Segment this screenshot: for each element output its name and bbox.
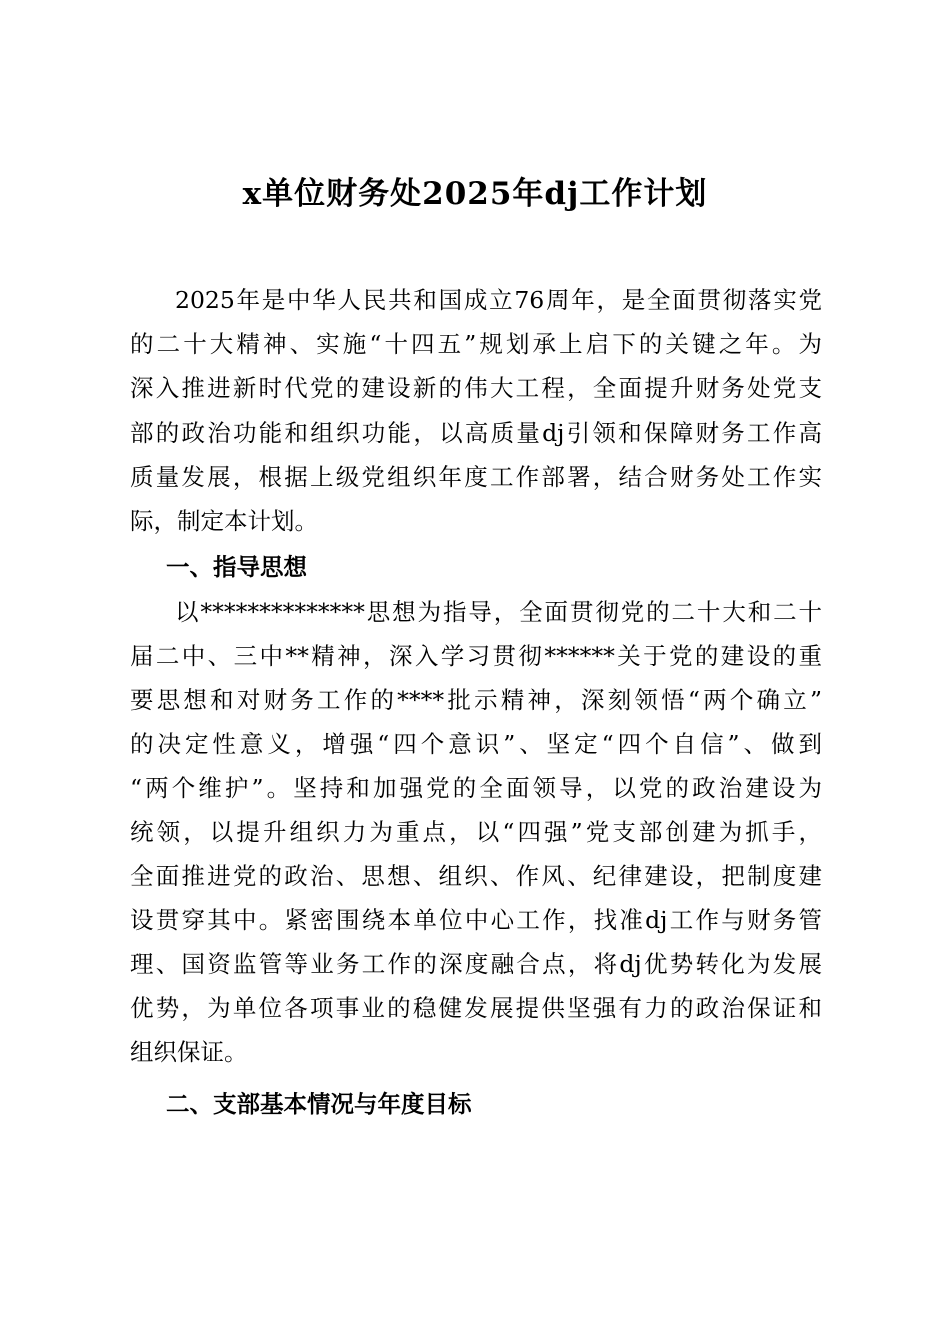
- paragraph-line: 的二十大精神、实施“十四五”规划承上启下的关键之年。为: [130, 330, 822, 358]
- document-title: x单位财务处2025年dj工作计划: [242, 176, 708, 212]
- paragraph-line: 际，制定本计划。: [130, 507, 318, 535]
- paragraph-line: 优势，为单位各项事业的稳健发展提供坚强有力的政治保证和: [130, 994, 822, 1022]
- paragraph-line: 以**************思想为指导，全面贯彻党的二十大和二十: [175, 598, 822, 626]
- paragraph-line: 深入推进新时代党的建设新的伟大工程，全面提升财务处党支: [130, 374, 822, 402]
- section-heading-2: 二、支部基本情况与年度目标: [166, 1090, 472, 1118]
- paragraph-line: 要思想和对财务工作的****批示精神，深刻领悟“两个确立”: [130, 686, 822, 714]
- paragraph-line: 设贯穿其中。紧密围绕本单位中心工作，找准dj工作与财务管: [130, 906, 822, 934]
- paragraph-line: 全面推进党的政治、思想、组织、作风、纪律建设，把制度建: [130, 862, 822, 890]
- paragraph-line: 届二中、三中**精神，深入学习贯彻******关于党的建设的重: [130, 642, 822, 670]
- paragraph-line: “两个维护”。坚持和加强党的全面领导，以党的政治建设为: [130, 774, 822, 802]
- paragraph-line: 组织保证。: [130, 1038, 248, 1066]
- paragraph-line: 部的政治功能和组织功能，以高质量dj引领和保障财务工作高: [130, 419, 822, 447]
- paragraph-line: 统领，以提升组织力为重点，以“四强”党支部创建为抓手，: [130, 818, 822, 846]
- section-heading-1: 一、指导思想: [166, 553, 307, 581]
- paragraph-line: 的决定性意义，增强“四个意识”、坚定“四个自信”、做到: [130, 730, 822, 758]
- paragraph-line: 理、国资监管等业务工作的深度融合点，将dj优势转化为发展: [130, 950, 822, 978]
- paragraph-line: 质量发展，根据上级党组织年度工作部署，结合财务处工作实: [130, 463, 822, 491]
- paragraph-line: 2025年是中华人民共和国成立76周年，是全面贯彻落实党: [175, 286, 822, 314]
